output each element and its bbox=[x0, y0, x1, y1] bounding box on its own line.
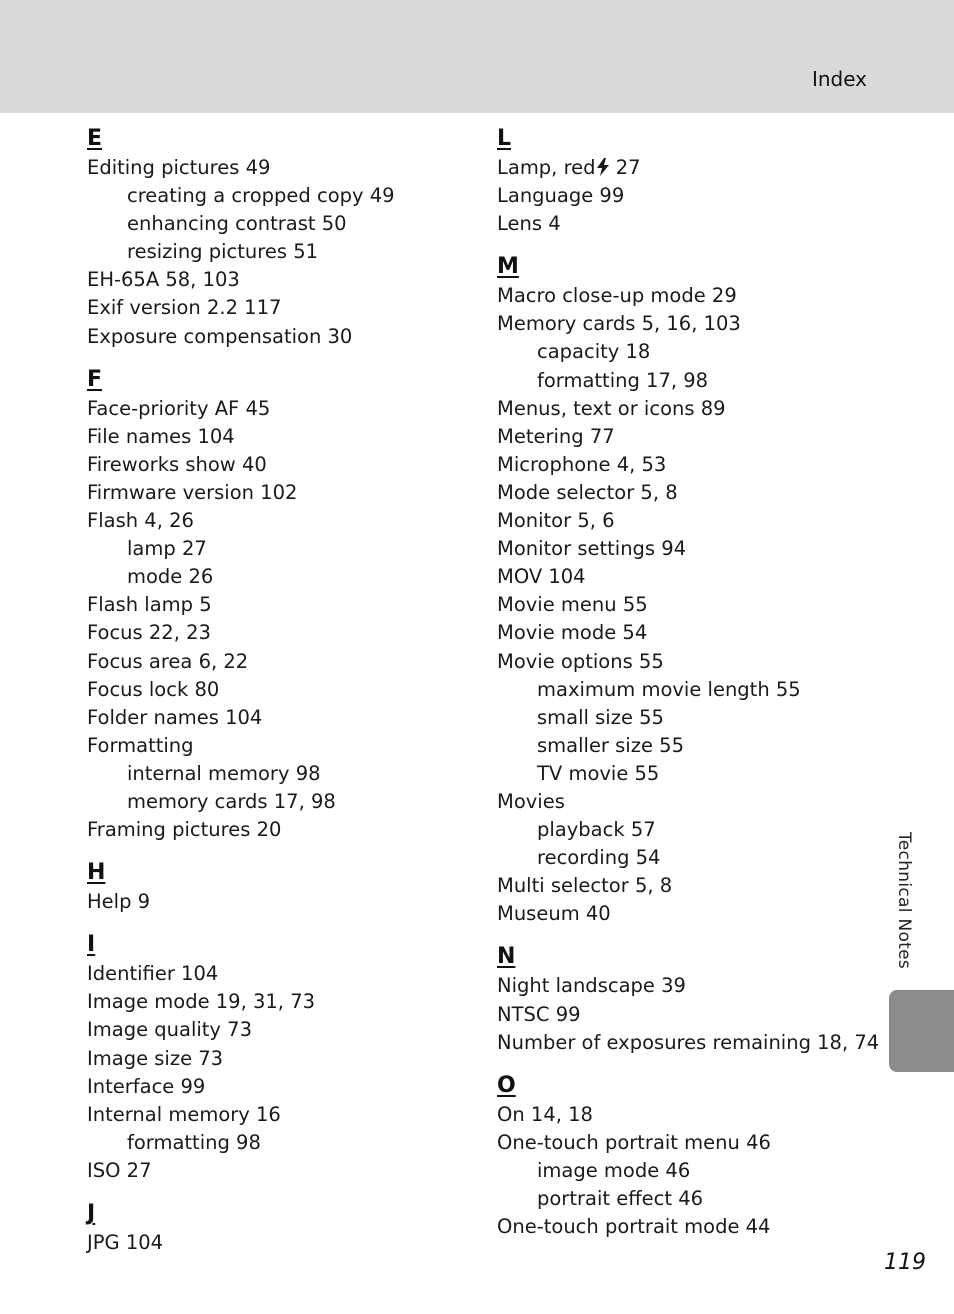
entry-text: Interface 99 bbox=[87, 1074, 206, 1098]
entry-text: Movies bbox=[497, 789, 565, 813]
entry-text: NTSC 99 bbox=[497, 1002, 581, 1026]
entry-text: Monitor 5, 6 bbox=[497, 509, 615, 533]
index-entry bbox=[87, 888, 467, 916]
entry-text: Framing pictures 20 bbox=[87, 818, 282, 842]
index-entry bbox=[87, 395, 467, 423]
index-entry bbox=[497, 479, 877, 507]
index-entry bbox=[497, 451, 877, 479]
entry-text: Folder names 104 bbox=[87, 705, 263, 729]
index-subentry bbox=[497, 367, 877, 395]
index-subentry bbox=[497, 844, 877, 872]
index-subentry bbox=[497, 816, 877, 844]
index-entry bbox=[497, 310, 877, 338]
index-entry bbox=[87, 154, 467, 182]
section-letter: M bbox=[497, 254, 519, 280]
entry-page-ref: 27 bbox=[609, 156, 641, 179]
index-entry bbox=[497, 535, 877, 563]
entry-text: Memory cards 5, 16, 103 bbox=[497, 312, 741, 336]
entry-text: Image mode 19, 31, 73 bbox=[87, 990, 316, 1014]
side-tab-marker bbox=[889, 990, 954, 1072]
entry-text: ISO 27 bbox=[87, 1158, 152, 1182]
entry-text: MOV 104 bbox=[497, 565, 586, 589]
index-subentry bbox=[87, 182, 467, 210]
entry-text: recording 54 bbox=[537, 846, 661, 870]
section-letter: F bbox=[87, 366, 103, 392]
section-letter: L bbox=[497, 126, 512, 151]
page-number: 119 bbox=[884, 1250, 926, 1275]
index-entry bbox=[87, 1157, 467, 1185]
index-section bbox=[497, 942, 880, 1056]
index-entry bbox=[87, 479, 467, 507]
index-entry bbox=[87, 676, 467, 704]
index-entry bbox=[87, 266, 467, 294]
entry-text: One-touch portrait mode 44 bbox=[497, 1215, 771, 1239]
index-entry bbox=[497, 563, 877, 591]
index-entry bbox=[497, 395, 877, 423]
index-entry bbox=[87, 591, 467, 619]
entry-text: smaller size 55 bbox=[537, 733, 684, 757]
entry-text: Internal memory 16 bbox=[87, 1102, 281, 1126]
index-section bbox=[87, 858, 467, 916]
entry-text: Lens 4 bbox=[497, 212, 561, 236]
entry-text: Movie menu 55 bbox=[497, 593, 648, 617]
section-letter: O bbox=[497, 1072, 516, 1098]
entry-text: formatting 17, 98 bbox=[537, 368, 709, 392]
index-entry bbox=[497, 872, 877, 900]
entry-text: Night landscape 39 bbox=[497, 974, 686, 998]
entry-text: Flash lamp 5 bbox=[87, 593, 212, 617]
index-entry bbox=[87, 507, 467, 535]
index-section bbox=[87, 930, 467, 1185]
entry-text: internal memory 98 bbox=[127, 761, 321, 785]
index-subentry bbox=[497, 732, 877, 760]
index-entry bbox=[497, 1001, 877, 1029]
entry-text: JPG 104 bbox=[87, 1231, 164, 1254]
index-entry bbox=[87, 704, 467, 732]
index-section bbox=[87, 124, 467, 351]
entry-text: playback 57 bbox=[537, 818, 656, 842]
index-entry bbox=[497, 788, 877, 816]
index-entry bbox=[87, 988, 467, 1016]
page-header bbox=[0, 0, 954, 113]
entry-text: One-touch portrait menu 46 bbox=[497, 1130, 771, 1154]
entry-text: Fireworks show 40 bbox=[87, 452, 267, 476]
entry-text: Macro close-up mode 29 bbox=[497, 284, 737, 308]
entry-text: Number of exposures remaining 18, 74 bbox=[497, 1030, 880, 1054]
entry-text: lamp 27 bbox=[127, 537, 207, 561]
entry-text: Mode selector 5, 8 bbox=[497, 480, 678, 504]
entry-text: Identifier 104 bbox=[87, 962, 219, 986]
index-subentry bbox=[497, 1185, 877, 1213]
index-subentry bbox=[497, 338, 877, 366]
index-entry bbox=[497, 154, 877, 182]
entry-text: Image quality 73 bbox=[87, 1018, 252, 1042]
index-entry bbox=[497, 1213, 877, 1241]
entry-text: Formatting bbox=[87, 733, 194, 757]
index-section bbox=[87, 365, 467, 845]
index-entry bbox=[497, 1129, 877, 1157]
entry-text: On 14, 18 bbox=[497, 1102, 593, 1126]
index-entry bbox=[497, 1029, 880, 1057]
index-entry bbox=[87, 323, 467, 351]
entry-text: small size 55 bbox=[537, 705, 664, 729]
entry-text: Microphone 4, 53 bbox=[497, 452, 667, 476]
index-entry bbox=[497, 210, 877, 238]
index-section bbox=[497, 252, 877, 928]
entry-text: Exif version 2.2 117 bbox=[87, 296, 282, 320]
entry-text: formatting 98 bbox=[127, 1130, 261, 1154]
index-entry bbox=[87, 960, 467, 988]
index-entry bbox=[497, 507, 877, 535]
index-entry bbox=[87, 648, 467, 676]
index-subentry bbox=[497, 676, 877, 704]
entry-text: Movie options 55 bbox=[497, 649, 664, 673]
index-subentry bbox=[87, 788, 467, 816]
index-section bbox=[497, 1071, 877, 1241]
index-entry bbox=[87, 1045, 467, 1073]
entry-text: Image size 73 bbox=[87, 1046, 224, 1070]
index-entry bbox=[87, 1073, 467, 1101]
index-entry bbox=[87, 619, 467, 647]
entry-text: capacity 18 bbox=[537, 340, 651, 364]
entry-text: Lamp, red bbox=[497, 156, 596, 179]
index-subentry bbox=[497, 704, 877, 732]
entry-text: Multi selector 5, 8 bbox=[497, 874, 673, 898]
index-column-right bbox=[497, 124, 880, 1255]
entry-text: Language 99 bbox=[497, 184, 625, 208]
index-entry bbox=[497, 648, 877, 676]
section-letter: E bbox=[87, 126, 103, 151]
entry-text: Menus, text or icons 89 bbox=[497, 396, 726, 420]
index-subentry bbox=[497, 1157, 877, 1185]
entry-text: Face-priority AF 45 bbox=[87, 396, 271, 420]
index-subentry bbox=[497, 760, 877, 788]
entry-text: EH-65A 58, 103 bbox=[87, 268, 240, 292]
index-subentry bbox=[87, 563, 467, 591]
index-column-left bbox=[87, 124, 467, 1271]
entry-text: Movie mode 54 bbox=[497, 621, 648, 645]
section-letter: H bbox=[87, 860, 106, 886]
entry-text: File names 104 bbox=[87, 424, 235, 448]
entry-text: Exposure compensation 30 bbox=[87, 324, 353, 348]
entry-text: memory cards 17, 98 bbox=[127, 789, 336, 813]
index-entry bbox=[497, 900, 877, 928]
entry-text: enhancing contrast 50 bbox=[127, 212, 347, 236]
section-letter: N bbox=[497, 944, 516, 970]
entry-text: Editing pictures 49 bbox=[87, 156, 271, 179]
entry-text: portrait effect 46 bbox=[537, 1187, 704, 1210]
index-entry bbox=[87, 1101, 467, 1129]
entry-text: resizing pictures 51 bbox=[127, 240, 319, 264]
entry-text: Museum 40 bbox=[497, 902, 611, 926]
index-section bbox=[87, 1199, 467, 1257]
side-tab-label: Technical Notes bbox=[894, 832, 914, 970]
index-subentry bbox=[87, 760, 467, 788]
index-entry bbox=[497, 282, 877, 310]
entry-text: Focus 22, 23 bbox=[87, 621, 211, 645]
entry-text: creating a cropped copy 49 bbox=[127, 184, 395, 208]
entry-text: Monitor settings 94 bbox=[497, 537, 687, 561]
entry-text: Help 9 bbox=[87, 890, 151, 914]
index-entry bbox=[497, 1101, 877, 1129]
entry-text: TV movie 55 bbox=[537, 761, 660, 785]
index-entry bbox=[87, 423, 467, 451]
index-entry bbox=[497, 423, 877, 451]
index-entry bbox=[87, 1229, 467, 1257]
index-entry bbox=[87, 294, 467, 322]
index-entry bbox=[497, 182, 877, 210]
index-entry bbox=[87, 1016, 467, 1044]
index-subentry bbox=[87, 535, 467, 563]
index-entry bbox=[497, 619, 877, 647]
index-subentry bbox=[87, 238, 467, 266]
section-letter: J bbox=[87, 1201, 96, 1226]
entry-text: Metering 77 bbox=[497, 424, 615, 448]
entry-text: image mode 46 bbox=[537, 1158, 691, 1182]
index-entry bbox=[497, 591, 877, 619]
entry-text: Focus area 6, 22 bbox=[87, 649, 249, 673]
index-subentry bbox=[87, 210, 467, 238]
entry-text: Flash 4, 26 bbox=[87, 509, 194, 533]
index-entry bbox=[87, 816, 467, 844]
flash-bolt-icon bbox=[596, 158, 610, 176]
index-entry bbox=[87, 451, 467, 479]
header-title: Index bbox=[811, 67, 867, 91]
index-entry bbox=[497, 972, 877, 1000]
entry-text: mode 26 bbox=[127, 565, 214, 589]
index-section bbox=[497, 124, 877, 238]
entry-text: Firmware version 102 bbox=[87, 480, 298, 504]
index-entry bbox=[87, 732, 467, 760]
entry-text: maximum movie length 55 bbox=[537, 677, 801, 701]
index-subentry bbox=[87, 1129, 467, 1157]
section-letter: I bbox=[87, 932, 96, 958]
entry-text: Focus lock 80 bbox=[87, 677, 220, 701]
